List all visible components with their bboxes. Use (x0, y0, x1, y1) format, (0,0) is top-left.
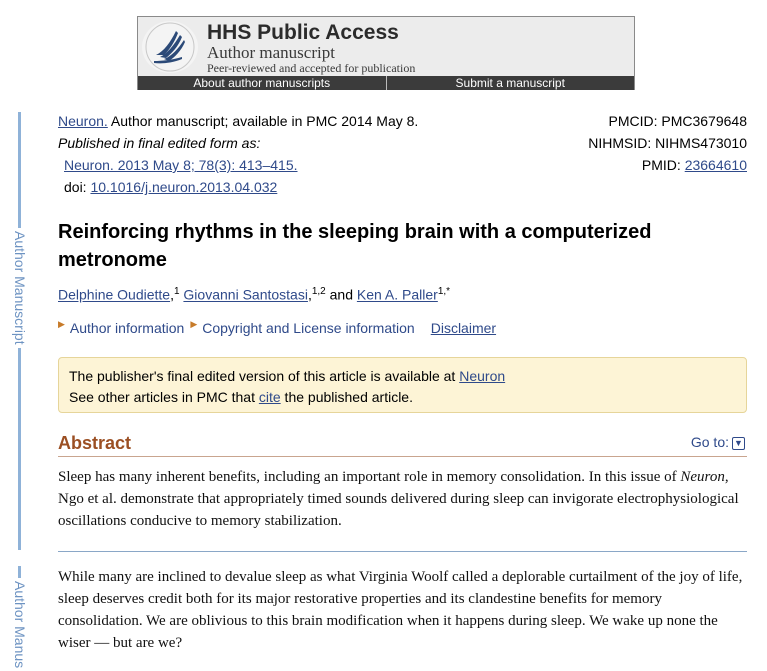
author-and: and (329, 286, 353, 303)
abstract-divider (58, 456, 747, 457)
published-reference (64, 157, 298, 173)
publisher-link[interactable]: Neuron (459, 368, 506, 384)
abstract-heading: Abstract (58, 433, 132, 453)
pmcid: PMCID: PMC3679648 (608, 113, 747, 129)
banner-title: HHS Public Access (207, 21, 399, 44)
author-sep: , (307, 286, 312, 303)
cite-link[interactable]: cite (258, 389, 281, 405)
doi-label: doi: (64, 179, 91, 195)
doi-link[interactable]: 10.1016/j.neuron.2013.04.032 (90, 179, 278, 195)
goto-menu[interactable] (691, 434, 745, 450)
copyright-license-toggle[interactable]: Copyright and License information (202, 320, 415, 336)
about-author-manuscripts-link[interactable]: About author manuscripts (193, 76, 331, 90)
abstract-journal: Neuron (680, 469, 725, 485)
abstract-text (58, 466, 748, 532)
published-label-text: Published in final edited form as: (58, 135, 261, 151)
author-affiliation[interactable]: 1,2 (311, 286, 326, 297)
nihmsid: NIHMSID: NIHMS473010 (588, 135, 747, 151)
notice-line-2-pre: See other articles in PMC that (69, 389, 259, 405)
article-info-bar (58, 320, 496, 336)
published-label (58, 135, 260, 151)
section-divider (58, 551, 747, 552)
submit-manuscript-link[interactable]: Submit a manuscript (386, 76, 635, 90)
banner-top (138, 17, 634, 76)
expand-triangle-icon: ▶ (58, 319, 65, 329)
author-list (58, 286, 450, 303)
hhs-public-access-banner (137, 16, 635, 90)
notice-line-1 (69, 366, 736, 387)
disclaimer-link[interactable]: Disclaimer (430, 320, 497, 336)
author-sep: , (170, 286, 174, 303)
pmid-label: PMID: (641, 157, 685, 173)
hhs-eagle-logo-icon (142, 21, 198, 73)
published-reference-link[interactable]: Neuron. 2013 May 8; 78(3): 413–415. (64, 157, 298, 173)
notice-line-1-text: The publisher's final edited version of this article is available at (69, 368, 460, 384)
doi-line (64, 179, 277, 195)
author-link[interactable]: Giovanni Santostasi (183, 286, 308, 303)
article-title: Reinforcing rhythms in the sleeping brain with a computerized metronome (58, 221, 652, 271)
notice-line-2 (69, 387, 736, 408)
author-link[interactable]: Delphine Oudiette (58, 286, 171, 303)
journal-link[interactable]: Neuron. (58, 113, 108, 129)
watermark-author-manuscript-2: Author Manus (12, 578, 28, 671)
notice-line-2-post: the published article. (280, 389, 413, 405)
chevron-down-icon[interactable]: ▼ (732, 437, 745, 450)
citation-line (58, 113, 418, 129)
author-affiliation[interactable]: 1,* (437, 286, 451, 297)
abstract-text-pre: Sleep has many inherent benefits, including an important role in memory consolidation. In this issue of (58, 469, 681, 485)
availability-text: Author manuscript; available in PMC 2014 May 8. (107, 113, 419, 129)
body-paragraph: While many are inclined to devalue sleep as what Virginia Woolf called a deplorable curtailment of the joy of life, sleep deserves credit both for its major restorative properties and its clandestine benefits for memory consolidation. We are oblivious to this brain modification when it happens during sleep. We wake up none the wiser — but are we? (58, 569, 743, 651)
publisher-version-notice (58, 357, 747, 413)
pmid-link[interactable]: 23664610 (684, 157, 747, 173)
watermark-author-manuscript-1: Author Manuscript (12, 228, 28, 348)
author-information-toggle[interactable]: Author information (69, 320, 185, 336)
abstract-text-post: , Ngo et al. demonstrate that appropriately timed sounds delivered during sleep can invigorate electrophysiological oscillations conducive to memory stabilization. (58, 469, 739, 529)
banner-link-bar (138, 76, 634, 90)
banner-subtitle: Author manuscript (207, 43, 335, 62)
banner-tagline: Peer-reviewed and accepted for publication (207, 61, 416, 75)
author-affiliation[interactable]: 1 (173, 286, 180, 297)
expand-triangle-icon: ▶ (190, 319, 198, 329)
author-link[interactable]: Ken A. Paller (356, 286, 438, 303)
goto-label[interactable]: Go to: (690, 434, 729, 450)
pmid-line (642, 157, 747, 173)
